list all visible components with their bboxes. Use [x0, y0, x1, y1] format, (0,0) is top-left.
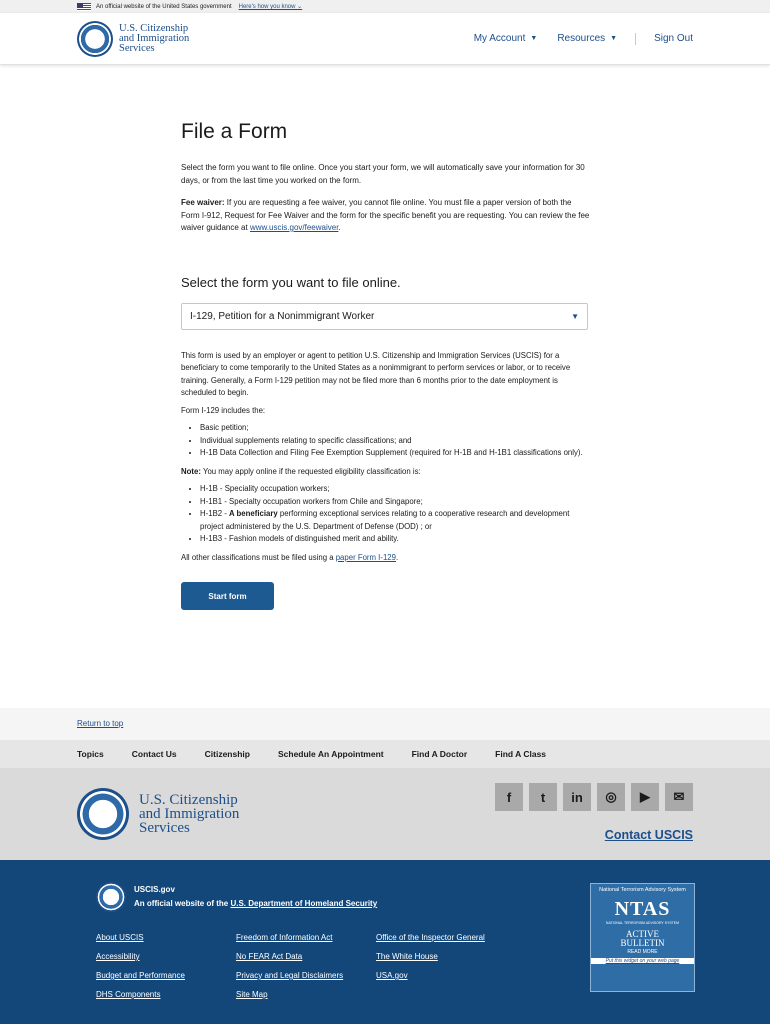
sign-out-link[interactable]: Sign Out: [654, 33, 693, 44]
footer-nav-find-doctor[interactable]: Find A Doctor: [411, 749, 468, 759]
intro-text: Select the form you want to file online. Once you start your form, we will automatically save your information for 30 days, or from the last time you worked on the form.: [181, 163, 585, 185]
footer-nav: [0, 740, 770, 768]
caret-down-icon: ▼: [530, 35, 538, 42]
form-description: [181, 350, 591, 565]
youtube-icon[interactable]: ▶: [631, 783, 659, 811]
site-name: USCIS.gov: [134, 885, 175, 894]
dhs-link[interactable]: U.S. Department of Homeland Security: [230, 899, 378, 908]
list-item: • Individual supplements relating to specific classifications; and: [200, 435, 591, 448]
footer-link[interactable]: No FEAR Act Data: [236, 952, 303, 961]
description-text: This form is used by an employer or agent to petition U.S. Citizenship and Immigration Services (USCIS) for a beneficiary to come temporarily to the United States as a nonimmigrant to perform services or labor, or to receive training. Generally, a Form I-129 petition may not be filed more than 6 months prior to the date employment is scheduled to begin.: [181, 350, 571, 397]
dhs-seal-icon: ✦: [96, 882, 126, 912]
gov-banner-text: An official website of the United States government: [96, 3, 232, 10]
return-to-top-bar: [0, 708, 770, 740]
caret-down-icon: ▼: [610, 35, 618, 42]
list-item: • H-1B3 - Fashion models of distinguished merit and ability.: [200, 533, 591, 546]
includes-list: [181, 422, 591, 460]
ntas-widget-link[interactable]: Put this widget on your web page: [591, 958, 694, 964]
footer-nav-schedule-appointment[interactable]: Schedule An Appointment: [277, 749, 384, 759]
instagram-icon[interactable]: ◎: [597, 783, 625, 811]
linkedin-icon[interactable]: in: [563, 783, 591, 811]
return-to-top-link[interactable]: Return to top: [77, 719, 124, 728]
footer-middle: [0, 768, 770, 860]
list-item: • H-1B Data Collection and Filing Fee Exemption Supplement (required for H-1B and H-1B1 classifications only).: [200, 447, 591, 460]
my-account-menu[interactable]: My Account ▼: [473, 33, 538, 44]
list-item: • H-1B - Speciality occupation workers;: [200, 483, 591, 496]
footer-nav-topics[interactable]: Topics: [77, 749, 104, 759]
footer-link[interactable]: USA.gov: [376, 971, 408, 980]
uscis-logo[interactable]: [77, 21, 189, 57]
list-item: • Basic petition;: [200, 422, 591, 435]
gov-banner: [0, 0, 770, 13]
main-content: [181, 120, 591, 610]
list-item: • H-1B2 - A beneficiary performing exceptional services relating to a cooperative research and development project administered by the U.S. Department of Defense (DOD) ; or: [200, 508, 591, 533]
footer-link[interactable]: Site Map: [236, 990, 268, 999]
footer-link[interactable]: Privacy and Legal Disclaimers: [236, 971, 344, 980]
heres-how-link[interactable]: Here's how you know ⌄: [238, 4, 303, 10]
email-icon[interactable]: ✉: [665, 783, 693, 811]
dropdown-arrow-icon: ▼: [571, 311, 579, 321]
ntas-logo: NTAS: [614, 898, 671, 920]
footer-logo-text: U.S. Citizenship and Immigration Services: [139, 792, 240, 836]
footer-link[interactable]: Accessibility: [96, 952, 140, 961]
footer-link[interactable]: DHS Components: [96, 990, 161, 999]
list-item: • H-1B1 - Specialty occupation workers from Chile and Singapore;: [200, 496, 591, 509]
page-title: File a Form: [181, 120, 288, 143]
site-header: [0, 13, 770, 65]
footer-nav-contact-us[interactable]: Contact Us: [131, 749, 177, 759]
form-select-value: I-129, Petition for a Nonimmigrant Worker: [190, 310, 375, 322]
contact-uscis-link[interactable]: Contact USCIS: [604, 828, 693, 842]
fee-waiver-text: Fee waiver: If you are requesting a fee waiver, you cannot file online. You must file a paper version of both the Form I-912, Request for Fee Waiver and the form for the specific benefit you are requesting. You can review the fee waiver guidance at www.uscis.gov/feewaiver.: [181, 198, 590, 232]
classification-list: [181, 483, 591, 546]
footer-bottom: [0, 860, 770, 1024]
us-flag-icon: [77, 3, 91, 11]
includes-heading: Form I-129 includes the:: [181, 405, 266, 415]
paper-form-link[interactable]: paper Form I-129: [335, 552, 396, 562]
twitter-icon[interactable]: t: [529, 783, 557, 811]
other-classifications-text: All other classifications must be filed using a paper Form I-129.: [181, 552, 399, 562]
dhs-seal-icon: ✦: [77, 788, 129, 840]
footer-links: [96, 933, 516, 999]
footer-nav-find-class[interactable]: Find A Class: [495, 749, 547, 759]
dhs-identity: ✦ USCIS.gov An official website of the U.S. Department of Homeland Security: [96, 882, 377, 912]
form-select[interactable]: [181, 303, 588, 330]
footer-link[interactable]: The White House: [376, 952, 438, 961]
note-text: Note: You may apply online if the requested eligibility classification is:: [181, 466, 421, 476]
dhs-seal-icon: ✦: [77, 21, 113, 57]
ntas-widget[interactable]: National Terrorism Advisory System NTAS NATIONAL TERRORISM ADVISORY SYSTEM ACTIVE BULLETIN READ MORE Put this widget on your web page: [590, 883, 695, 992]
resources-menu[interactable]: Resources ▼: [557, 33, 618, 44]
select-heading: Select the form you want to file online.: [181, 274, 401, 290]
header-nav: [474, 13, 693, 64]
footer-link[interactable]: Freedom of Information Act: [236, 933, 333, 942]
footer-logo[interactable]: [77, 788, 239, 840]
nav-divider: [635, 33, 636, 45]
footer-link[interactable]: Office of the Inspector General: [376, 933, 485, 942]
fee-waiver-link[interactable]: www.uscis.gov/feewaiver: [249, 223, 339, 232]
start-form-button[interactable]: Start form: [181, 582, 274, 610]
footer-link[interactable]: About USCIS: [96, 933, 144, 942]
social-links: [495, 783, 693, 811]
facebook-icon[interactable]: f: [495, 783, 523, 811]
logo-text: U.S. Citizenship and Immigration Services: [119, 23, 190, 54]
footer-nav-citizenship[interactable]: Citizenship: [204, 749, 250, 759]
footer-link[interactable]: Budget and Performance: [96, 971, 185, 980]
